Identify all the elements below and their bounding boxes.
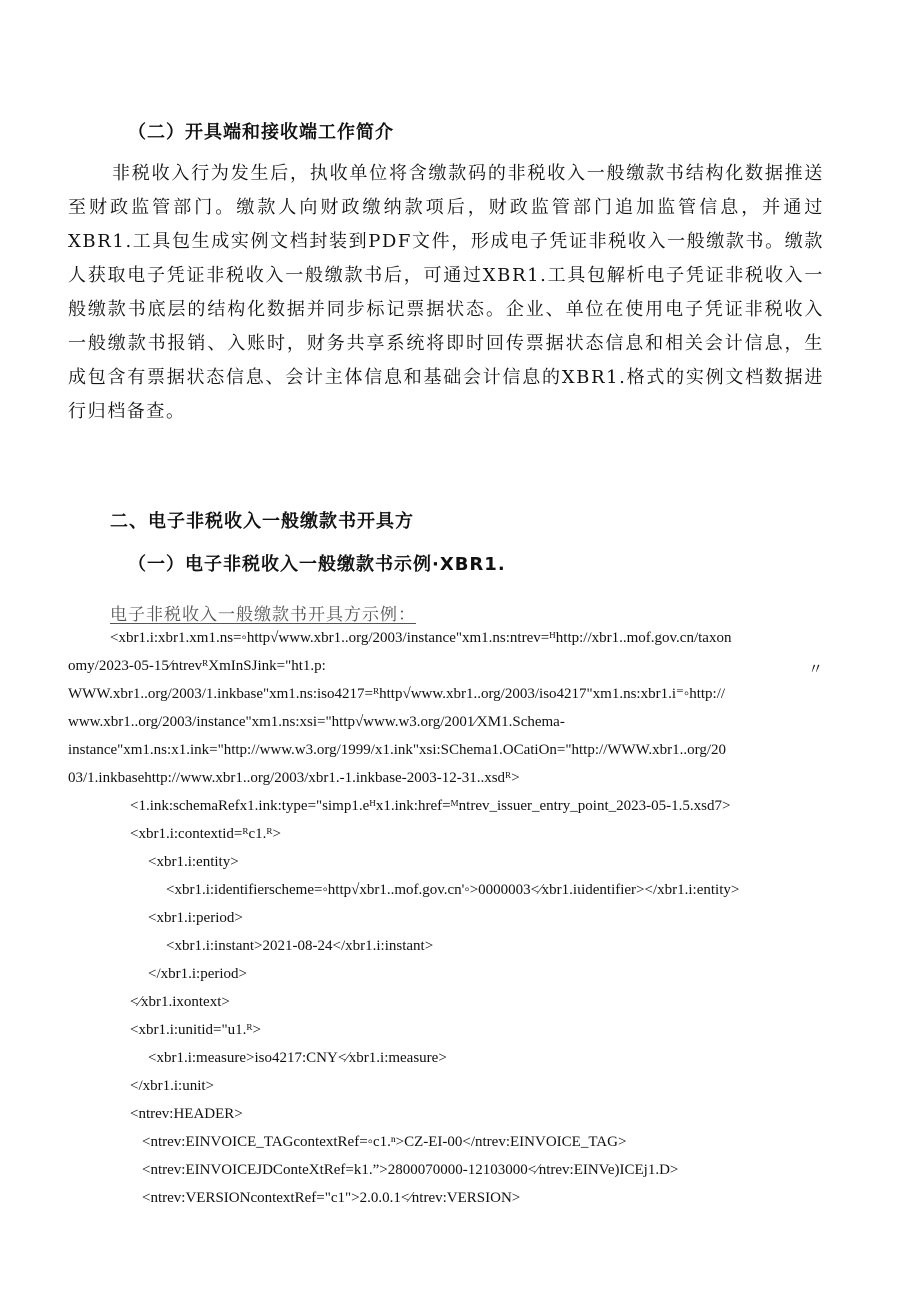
code-line: <xbr1.i:xbr1.xm1.ns=◦http√www.xbr1..org/2003/instance"xm1.ns:ntrev=ᴴhttp://xbr1..mof.gov.cn/taxon: [110, 630, 732, 646]
code-line: <xbr1.i:contextid=ᴿc1.ᴿ>: [130, 826, 281, 842]
code-line: <xbr1.i:unitid="u1.ᴿ>: [130, 1022, 261, 1038]
code-line: </xbr1.i:period>: [148, 966, 247, 982]
xbrl-code-block: [68, 624, 824, 1212]
code-line: <ntrev:EINVOICEJDConteXtRef=k1.”>2800070000-12103000<∕ntrev:EINVe)ICEj1.D>: [142, 1162, 679, 1178]
code-line: omy/2023-05-15∕ntrevᴿXmInSJink="ht1.p:: [68, 658, 326, 674]
code-line: <1.ink:schemaRefx1.ink:type="simp1.eᴴx1.ink:href=ᴹntrev_issuer_entry_point_2023-05-1.5.xsd7>: [130, 798, 731, 814]
code-line: <xbr1.i:instant>2021-08-24</xbr1.i:instant>: [166, 938, 434, 954]
code-line: <xbr1.i:entity>: [148, 854, 239, 870]
code-line: WWW.xbr1..org/2003/1.inkbase"xm1.ns:iso4217=ᴿhttp√www.xbr1..org/2003/iso4217"xm1.ns:xbr1.i⁼◦http://: [68, 686, 726, 702]
example-label: 电子非税收入一般缴款书开具方示例：: [110, 605, 416, 625]
code-line: <xbr1.i:identifierscheme=◦http√xbr1..mof.gov.cn'◦>0000003<∕xbr1.iιidentifier></xbr1.i:entity>: [166, 882, 740, 898]
code-line: <ntrev:HEADER>: [130, 1106, 243, 1122]
body-paragraph: 非税收入行为发生后，执收单位将含缴款码的非税收入一般缴款书结构化数据推送至财政监管部门。缴款人向财政缴纳款项后，财政监管部门追加监管信息，并通过XBR1.工具包生成实例文档封装到PDF文件，形成电子凭证非税收入一般缴款书。缴款人获取电子凭证非税收入一般缴款书后，可通过XBR1.工具包解析电子凭证非税收入一般缴款书底层的结构化数据并同步标记票据状态。企业、单位在使用电子凭证非税收入一般缴款书报销、入账时，财务共享系统将即时回传票据状态信息和相关会计信息，生成包含有票据状态信息、会计主体信息和基础会计信息的XBR1.格式的实例文档数据进行归档备查。: [68, 163, 824, 422]
code-line: 03/1.inkbasehttp://www.xbr1..org/2003/xbr1.-1.inkbase-2003-12-31..xsdᴿ>: [68, 770, 520, 786]
subsection-heading: （一）电子非税收入一般缴款书示例·XBR1.: [128, 554, 506, 575]
code-line: www.xbr1..org/2003/instance"xm1.ns:xsi="http√www.w3.org/2001∕XM1.Schema-: [68, 714, 565, 730]
code-line: <ntrev:VERSIONcontextRef="c1">2.0.0.1<∕ntrev:VERSION>: [142, 1190, 521, 1206]
code-line: <xbr1.i:measure>iso4217:CNY<∕xbr1.i:measure>: [148, 1050, 447, 1066]
code-line: <xbr1.i:period>: [148, 910, 243, 926]
section-heading: （二）开具端和接收端工作简介: [128, 122, 394, 143]
line-continuation-mark: 〃: [808, 662, 824, 678]
chapter-heading: 二、电子非税收入一般缴款书开具方: [110, 511, 414, 532]
code-line: </xbr1.i:unit>: [130, 1078, 215, 1094]
code-line: <∕xbr1.ixontext>: [130, 994, 230, 1010]
code-line: instance"xm1.ns:x1.ink="http://www.w3.org/1999/x1.ink"xsi:SChema1.OCatiOn="http://WWW.xbr1..org/20: [68, 742, 727, 758]
code-line: <ntrev:EINVOICE_TAGcontextRef=◦c1.ⁿ>CZ-EI-00</ntrev:EINVOICE_TAG>: [142, 1134, 627, 1150]
